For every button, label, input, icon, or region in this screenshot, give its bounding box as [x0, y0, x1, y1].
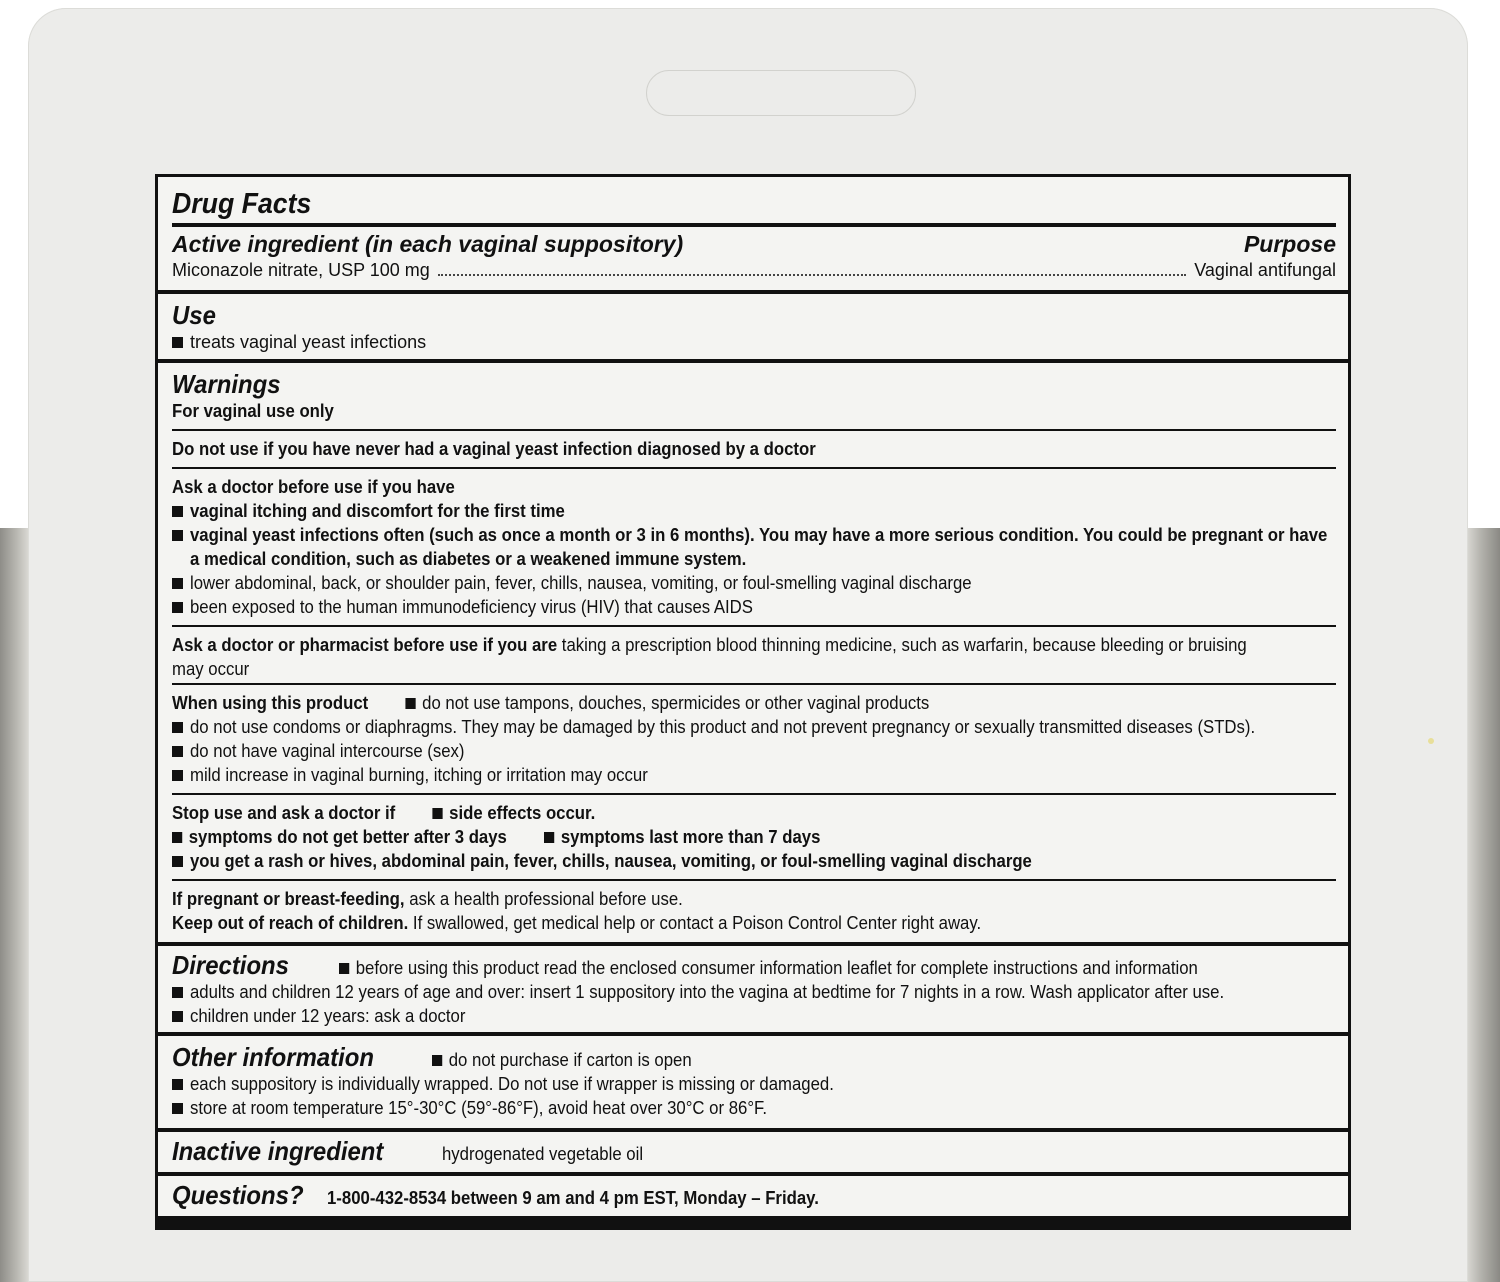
other-item-text: do not purchase if carton is open: [448, 1050, 692, 1070]
bullet-icon: [339, 963, 349, 974]
stop-use-item-text: you get a rash or hives, abdominal pain, fever, chills, nausea, vomiting, or foul-smelling vaginal discharge: [190, 851, 1032, 871]
questions-heading: Questions?: [172, 1180, 304, 1210]
bullet-icon: [172, 722, 183, 733]
when-using-item-text: do not use tampons, douches, spermicides or other vaginal products: [422, 693, 930, 713]
stop-use-item: [172, 825, 1336, 849]
bullet-icon: [172, 578, 183, 589]
drug-facts-title: Drug Facts: [172, 188, 312, 220]
dot-leader: [438, 274, 1186, 276]
when-using-item-text: do not use condoms or diaphragms. They may be damaged by this product and not prevent pregnancy or sexually transmitted diseases (STDs).: [190, 717, 1256, 737]
questions-section: [158, 1176, 1348, 1216]
ask-doctor-item-text: vaginal itching and discomfort for the first time: [190, 501, 565, 521]
when-using-item-text: mild increase in vaginal burning, itching or irritation may occur: [190, 765, 648, 785]
bullet-icon: [432, 1055, 442, 1066]
ask-doctor-item: [172, 499, 1336, 523]
ask-doctor-item-text: been exposed to the human immunodeficiency virus (HIV) that causes AIDS: [190, 597, 753, 617]
purpose-value: Vaginal antifungal: [1194, 260, 1336, 280]
bullet-icon: [172, 1079, 183, 1090]
other-item-text: store at room temperature 15°-30°C (59°-86°F), avoid heat over 30°C or 86°F.: [190, 1098, 768, 1118]
ask-doctor-item-text: lower abdominal, back, or shoulder pain, fever, chills, nausea, vomiting, or foul-smelling vaginal discharge: [190, 573, 972, 593]
children-heading: Keep out of reach of children.: [172, 913, 409, 933]
when-using-heading: When using this product: [172, 693, 369, 713]
directions-item: [172, 980, 1336, 1004]
directions-heading: Directions: [172, 950, 289, 980]
divider: [172, 625, 1336, 627]
ask-doctor-item: [172, 523, 1336, 547]
stop-use-item-text: side effects occur.: [449, 803, 596, 823]
title-rule: [172, 223, 1336, 227]
bullet-icon: [405, 698, 415, 709]
when-using-item: [172, 763, 1336, 787]
pregnant-text: ask a health professional before use.: [409, 889, 683, 909]
do-not-use-warning: Do not use if you have never had a vaginal yeast infection diagnosed by a doctor: [172, 439, 816, 459]
bullet-icon: [544, 832, 554, 843]
bullet-icon: [172, 530, 183, 541]
warnings-section: [158, 363, 1348, 942]
divider: [172, 429, 1336, 431]
use-section: [158, 294, 1348, 359]
ask-doctor-item-text: vaginal yeast infections often (such as once a month or 3 in 6 months). You may have a more serious condition. You could be pregnant or have: [190, 525, 1328, 545]
bullet-icon: [172, 1103, 183, 1114]
inactive-ingredient-heading: Inactive ingredient: [172, 1136, 384, 1166]
inactive-ingredient-text: hydrogenated vegetable oil: [441, 1144, 643, 1164]
ask-doctor-item-continuation: a medical condition, such as diabetes or a weakened immune system.: [190, 549, 747, 569]
directions-item-text: children under 12 years: ask a doctor: [190, 1006, 466, 1026]
divider: [172, 879, 1336, 881]
stop-use-item-text: symptoms do not get better after 3 days: [188, 827, 507, 847]
stain-spot: [1428, 738, 1434, 744]
bullet-icon: [172, 987, 183, 998]
purpose-heading: Purpose: [1243, 231, 1336, 257]
when-using-item: [172, 739, 1336, 763]
divider: [172, 683, 1336, 685]
carton-side-right: [1468, 528, 1500, 1282]
carton-side-left: [0, 528, 28, 1282]
warnings-heading: Warnings: [172, 369, 281, 399]
other-information-heading: Other information: [172, 1042, 374, 1072]
directions-item-text: adults and children 12 years of age and over: insert 1 suppository into the vagina at bedtime for 7 nights in a row. Wash applicator after use.: [190, 982, 1225, 1002]
directions-item-text: before using this product read the enclosed consumer information leaflet for complete instructions and information: [355, 958, 1199, 978]
when-using-item-text: do not have vaginal intercourse (sex): [190, 741, 465, 761]
active-ingredient-section: [158, 177, 1348, 290]
stop-use-item-text: symptoms last more than 7 days: [560, 827, 821, 847]
bullet-icon: [172, 337, 183, 348]
use-heading: Use: [172, 300, 216, 330]
ask-pharmacist-text-cont: may occur: [172, 659, 250, 679]
ask-pharmacist-text: taking a prescription blood thinning medicine, such as warfarin, because bleeding or bruising: [561, 635, 1247, 655]
pregnant-heading: If pregnant or breast-feeding,: [172, 889, 405, 909]
bullet-icon: [172, 832, 182, 843]
other-item-text: each suppository is individually wrapped. Do not use if wrapper is missing or damaged.: [190, 1074, 834, 1094]
use-item: [172, 330, 1336, 354]
active-ingredient-value: Miconazole nitrate, USP 100 mg: [172, 260, 430, 280]
other-information-section: [158, 1036, 1348, 1128]
bullet-icon: [172, 770, 183, 781]
when-using-item: [172, 715, 1336, 739]
bullet-icon: [172, 506, 183, 517]
divider: [172, 467, 1336, 469]
stop-use-heading: Stop use and ask a doctor if: [172, 803, 396, 823]
active-ingredient-heading: Active ingredient (in each vaginal suppository): [172, 231, 684, 257]
ask-doctor-heading: Ask a doctor before use if you have: [172, 477, 455, 497]
other-item: [172, 1096, 1336, 1120]
inactive-ingredient-section: [158, 1132, 1348, 1172]
stop-use-item: [172, 849, 1336, 873]
divider: [172, 793, 1336, 795]
ask-doctor-item: [172, 571, 1336, 595]
use-item-text: treats vaginal yeast infections: [190, 332, 427, 352]
directions-section: [158, 946, 1348, 1032]
directions-item: [172, 1004, 1336, 1028]
bullet-icon: [172, 856, 183, 867]
bullet-icon: [172, 602, 183, 613]
bullet-icon: [172, 746, 183, 757]
children-text: If swallowed, get medical help or contact a Poison Control Center right away.: [412, 913, 982, 933]
questions-phone-text: 1-800-432-8534 between 9 am and 4 pm EST, Monday – Friday.: [327, 1188, 819, 1208]
ask-doctor-item: [172, 595, 1336, 619]
bullet-icon: [172, 1011, 183, 1022]
ask-pharmacist-heading: Ask a doctor or pharmacist before use if you are: [172, 635, 558, 655]
other-item: [172, 1072, 1336, 1096]
bullet-icon: [432, 808, 442, 819]
hang-tab-hole: [646, 70, 916, 116]
vaginal-use-only: For vaginal use only: [172, 401, 334, 421]
drug-facts-panel: [155, 174, 1351, 1230]
